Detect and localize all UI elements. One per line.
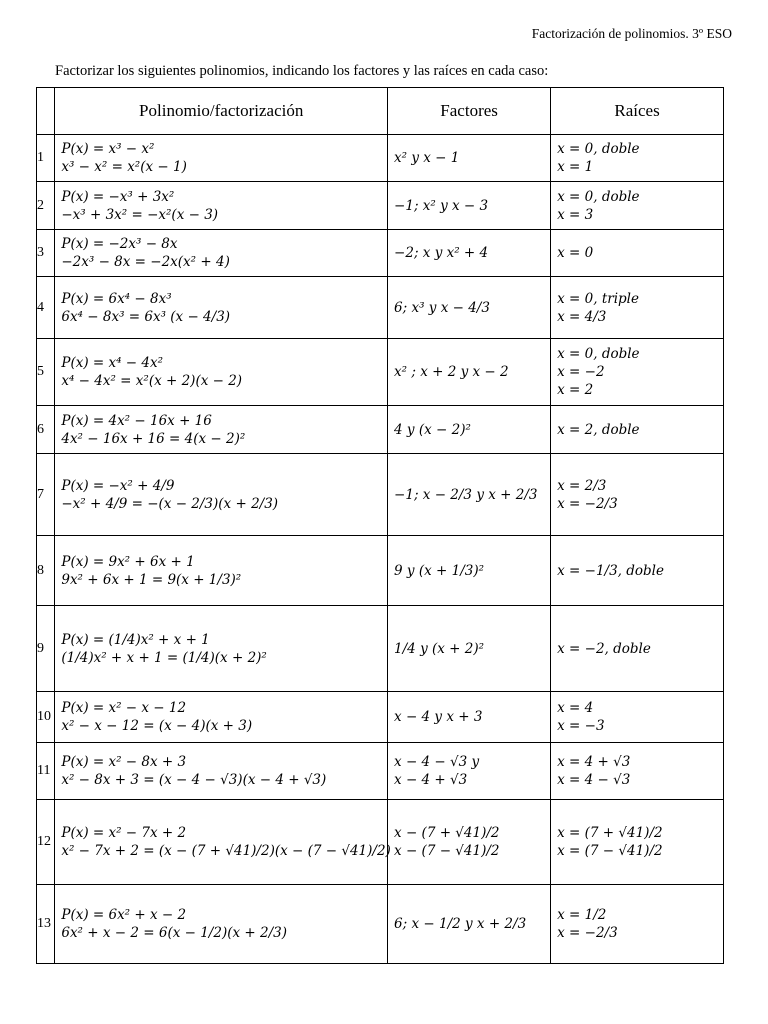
root-line: x = 0, doble xyxy=(557,141,640,157)
factor-line: x − (7 − √41)/2 xyxy=(394,843,500,859)
table-row xyxy=(37,885,724,964)
row-number: 2 xyxy=(37,182,55,230)
roots-cell xyxy=(551,182,724,230)
row-number: 4 xyxy=(37,277,55,339)
root-line: x = 4 + √3 xyxy=(557,754,631,770)
roots-cell xyxy=(551,406,724,454)
factor-line: −1; x² y x − 3 xyxy=(394,197,489,214)
factor-line: 6; x³ y x − 4/3 xyxy=(394,299,490,316)
table-header-row xyxy=(37,88,724,135)
factorization-expression: 6x⁴ − 8x³ = 6x³ (x − 4/3) xyxy=(61,308,231,325)
roots-cell xyxy=(551,339,724,406)
factorization-expression: −2x³ − 8x = −2x(x² + 4) xyxy=(61,254,230,270)
row-number: 11 xyxy=(37,743,55,800)
root-line: x = 1 xyxy=(557,159,594,175)
factors-cell xyxy=(388,230,551,277)
table-row xyxy=(37,743,724,800)
factor-line: x² ; x + 2 y x − 2 xyxy=(394,364,509,380)
polynomial-cell xyxy=(55,885,388,964)
polynomial-expression: P(x) = 9x² + 6x + 1 xyxy=(61,553,195,570)
roots-cell xyxy=(551,743,724,800)
table-row xyxy=(37,182,724,230)
polynomial-cell xyxy=(55,230,388,277)
factorization-expression: −x³ + 3x² = −x²(x − 3) xyxy=(61,206,219,223)
factors-cell xyxy=(388,135,551,182)
factor-line: −1; x − 2/3 y x + 2/3 xyxy=(394,486,538,503)
factor-line: 4 y (x − 2)² xyxy=(394,421,471,438)
polynomial-expression: P(x) = 6x⁴ − 8x³ xyxy=(61,290,172,307)
factor-line: x² y x − 1 xyxy=(394,150,460,166)
factors-cell xyxy=(388,406,551,454)
table-row xyxy=(37,406,724,454)
polynomial-cell xyxy=(55,454,388,536)
polynomial-expression: P(x) = −2x³ − 8x xyxy=(61,236,178,252)
factors-cell xyxy=(388,743,551,800)
factorization-table xyxy=(36,87,724,964)
factors-cell xyxy=(388,692,551,743)
factorization-expression: x² − 7x + 2 = (x − (7 + √41)/2)(x − (7 − √41)/2) xyxy=(61,843,391,859)
root-line: x = 4 xyxy=(557,700,594,716)
header-polynomial: Polinomio/factorización xyxy=(55,88,388,135)
row-number: 8 xyxy=(37,536,55,606)
table-row xyxy=(37,606,724,692)
row-number: 6 xyxy=(37,406,55,454)
table-row xyxy=(37,230,724,277)
factorization-expression: 4x² − 16x + 16 = 4(x − 2)² xyxy=(61,430,246,447)
row-number: 7 xyxy=(37,454,55,536)
factors-cell xyxy=(388,339,551,406)
factors-cell xyxy=(388,606,551,692)
factorization-expression: x³ − x² = x²(x − 1) xyxy=(61,159,187,175)
header-roots: Raíces xyxy=(551,88,724,135)
factorization-expression: x² − 8x + 3 = (x − 4 − √3)(x − 4 + √3) xyxy=(61,772,327,788)
roots-cell xyxy=(551,885,724,964)
document-header: Factorización de polinomios. 3º ESO xyxy=(531,26,732,41)
polynomial-cell xyxy=(55,277,388,339)
table-row xyxy=(37,454,724,536)
factor-line: 1/4 y (x + 2)² xyxy=(394,640,485,657)
polynomial-cell xyxy=(55,800,391,885)
root-line: x = (7 − √41)/2 xyxy=(557,843,663,859)
root-line: x = 0, triple xyxy=(557,290,639,307)
factors-cell xyxy=(388,885,551,964)
root-line: x = −2, doble xyxy=(557,640,651,657)
polynomial-expression: P(x) = 6x² + x − 2 xyxy=(61,907,187,923)
polynomial-expression: P(x) = x² − 8x + 3 xyxy=(61,754,187,770)
polynomial-cell xyxy=(55,743,388,800)
factorization-expression: −x² + 4/9 = −(x − 2/3)(x + 2/3) xyxy=(61,495,279,512)
table-row xyxy=(37,339,724,406)
root-line: x = −1/3, doble xyxy=(557,562,664,579)
factor-line: x − 4 − √3 y xyxy=(394,754,480,770)
polynomial-expression: P(x) = −x² + 4/9 xyxy=(61,477,175,494)
factorization-expression: x⁴ − 4x² = x²(x + 2)(x − 2) xyxy=(61,373,243,389)
instructions: Factorizar los siguientes polinomios, indicando los factores y las raíces en cada caso: xyxy=(55,63,549,79)
polynomial-cell xyxy=(55,692,388,743)
table-row xyxy=(37,277,724,339)
root-line: x = (7 + √41)/2 xyxy=(557,825,663,841)
factors-cell xyxy=(388,454,551,536)
factor-line: 6; x − 1/2 y x + 2/3 xyxy=(394,916,527,932)
table-row xyxy=(37,692,724,743)
row-number: 3 xyxy=(37,230,55,277)
factors-cell xyxy=(388,536,551,606)
polynomial-cell xyxy=(55,536,388,606)
factor-line: x − 4 + √3 xyxy=(394,772,468,788)
root-line: x = 4 − √3 xyxy=(557,772,631,788)
polynomial-expression: P(x) = x⁴ − 4x² xyxy=(61,355,164,371)
root-line: x = 2, doble xyxy=(557,421,640,438)
factor-line: x − (7 + √41)/2 xyxy=(394,825,500,841)
row-number: 9 xyxy=(37,606,55,692)
factor-line: −2; x y x² + 4 xyxy=(394,245,489,261)
root-line: x = 0, doble xyxy=(557,346,640,362)
header-number xyxy=(37,88,55,135)
roots-cell xyxy=(551,230,724,277)
factorization-expression: x² − x − 12 = (x − 4)(x + 3) xyxy=(61,718,253,734)
table-row xyxy=(37,536,724,606)
roots-cell xyxy=(551,454,724,536)
polynomial-cell xyxy=(55,182,388,230)
roots-cell xyxy=(551,692,724,743)
factorization-expression: 6x² + x − 2 = 6(x − 1/2)(x + 2/3) xyxy=(61,925,287,941)
polynomial-cell xyxy=(55,406,388,454)
polynomial-cell xyxy=(55,135,388,182)
factors-cell xyxy=(388,800,551,885)
root-line: x = 0 xyxy=(557,245,594,261)
root-line: x = −3 xyxy=(557,718,605,734)
row-number: 1 xyxy=(37,135,55,182)
root-line: x = 0, doble xyxy=(557,188,640,205)
roots-cell xyxy=(551,536,724,606)
table-row xyxy=(37,800,724,885)
root-line: x = 2 xyxy=(557,382,594,398)
root-line: x = −2/3 xyxy=(557,495,618,512)
factorization-expression: (1/4)x² + x + 1 = (1/4)(x + 2)² xyxy=(61,649,267,666)
roots-cell xyxy=(551,606,724,692)
polynomial-expression: P(x) = x² − x − 12 xyxy=(61,700,187,716)
polynomial-expression: P(x) = x² − 7x + 2 xyxy=(61,825,187,841)
factors-cell xyxy=(388,182,551,230)
row-number: 10 xyxy=(37,692,55,743)
row-number: 13 xyxy=(37,885,55,964)
polynomial-expression: P(x) = x³ − x² xyxy=(61,141,155,157)
root-line: x = −2 xyxy=(557,364,605,380)
polynomial-expression: P(x) = 4x² − 16x + 16 xyxy=(61,412,212,429)
root-line: x = 3 xyxy=(557,206,594,223)
root-line: x = −2/3 xyxy=(557,925,618,941)
root-line: x = 2/3 xyxy=(557,477,607,494)
header-factors: Factores xyxy=(388,88,551,135)
table-row xyxy=(37,135,724,182)
factors-cell xyxy=(388,277,551,339)
polynomial-cell xyxy=(55,339,388,406)
roots-cell xyxy=(551,277,724,339)
root-line: x = 1/2 xyxy=(557,907,607,923)
factor-line: x − 4 y x + 3 xyxy=(394,709,483,725)
roots-cell xyxy=(551,135,724,182)
polynomial-cell xyxy=(55,606,388,692)
row-number: 12 xyxy=(37,800,55,885)
roots-cell xyxy=(551,800,724,885)
root-line: x = 4/3 xyxy=(557,308,607,325)
row-number: 5 xyxy=(37,339,55,406)
polynomial-expression: P(x) = (1/4)x² + x + 1 xyxy=(61,631,210,648)
factorization-expression: 9x² + 6x + 1 = 9(x + 1/3)² xyxy=(61,571,242,588)
polynomial-expression: P(x) = −x³ + 3x² xyxy=(61,188,175,205)
factor-line: 9 y (x + 1/3)² xyxy=(394,562,485,579)
